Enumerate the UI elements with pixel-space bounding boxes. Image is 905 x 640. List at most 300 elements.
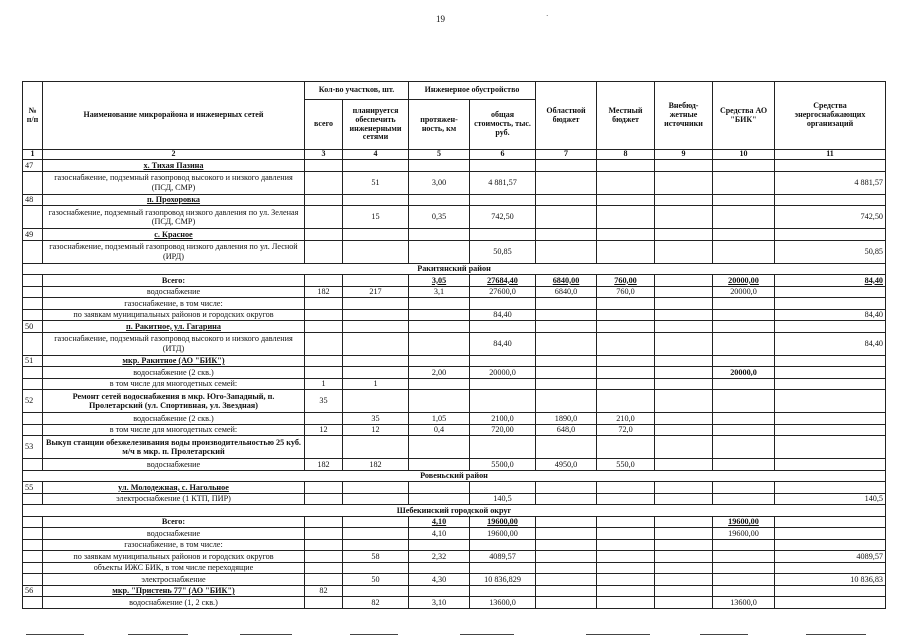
value-cell: 1,05 xyxy=(409,413,470,425)
value-cell xyxy=(597,229,655,241)
value-cell xyxy=(305,493,343,505)
value-cell xyxy=(305,597,343,609)
value-cell xyxy=(409,194,470,206)
value-cell xyxy=(305,574,343,586)
col-engineering-group-header: Инженерное обустройство xyxy=(409,82,536,100)
value-cell xyxy=(470,160,536,172)
value-cell: 760,00 xyxy=(597,275,655,287)
value-cell: 760,0 xyxy=(597,286,655,298)
value-cell xyxy=(597,298,655,310)
value-cell: 4 881,57 xyxy=(470,171,536,194)
value-cell xyxy=(305,528,343,540)
value-cell xyxy=(597,194,655,206)
row-number-cell xyxy=(23,424,43,436)
value-cell xyxy=(775,539,886,551)
value-cell xyxy=(713,240,775,263)
investment-table xyxy=(22,81,886,609)
value-cell xyxy=(409,240,470,263)
col-cost-header: общая стоимость, тыс. руб. xyxy=(470,100,536,150)
value-cell xyxy=(343,275,409,287)
column-index-cell: 10 xyxy=(713,150,775,160)
value-cell xyxy=(713,298,775,310)
col-length-header: протяжен-ность, км xyxy=(409,100,470,150)
value-cell: 1 xyxy=(305,378,343,390)
value-cell xyxy=(343,321,409,333)
value-cell xyxy=(470,585,536,597)
row-name-cell: водоснабжение (2 скв.) xyxy=(43,367,305,379)
value-cell: 19600,00 xyxy=(713,528,775,540)
value-cell: 182 xyxy=(343,459,409,471)
value-cell xyxy=(655,424,713,436)
value-cell xyxy=(655,367,713,379)
value-cell xyxy=(597,597,655,609)
value-cell xyxy=(597,240,655,263)
row-name-cell: с. Красное xyxy=(43,229,305,241)
value-cell: 4,10 xyxy=(409,516,470,528)
row-number-cell xyxy=(23,516,43,528)
value-cell xyxy=(409,332,470,355)
row-name-cell: Всего: xyxy=(43,516,305,528)
col-planned-header: планируется обеспечить инженерными сетями xyxy=(343,100,409,150)
row-name-cell: Ремонт сетей водоснабжения в мкр. Юго-Западный, п. Пролетарский (ул. Спортивная, ул. Звездная) xyxy=(43,390,305,413)
value-cell xyxy=(713,206,775,229)
section-title: Ракитянский район xyxy=(23,263,886,275)
value-cell: 140,5 xyxy=(470,493,536,505)
value-cell: 4,30 xyxy=(409,574,470,586)
value-cell xyxy=(343,309,409,321)
value-cell xyxy=(775,597,886,609)
value-cell: 72,0 xyxy=(597,424,655,436)
row-name-cell: п. Прохоровка xyxy=(43,194,305,206)
value-cell xyxy=(536,516,597,528)
value-cell xyxy=(343,229,409,241)
table-row xyxy=(23,390,886,413)
value-cell: 742,50 xyxy=(470,206,536,229)
value-cell: 13600,0 xyxy=(470,597,536,609)
value-cell xyxy=(470,321,536,333)
value-cell xyxy=(713,332,775,355)
value-cell: 10 836,83 xyxy=(775,574,886,586)
page-bottom-rules xyxy=(0,634,905,636)
value-cell xyxy=(409,309,470,321)
section-header-row xyxy=(23,263,886,275)
value-cell xyxy=(305,275,343,287)
value-cell xyxy=(305,171,343,194)
value-cell xyxy=(470,539,536,551)
value-cell xyxy=(343,332,409,355)
row-name-cell: газоснабжение, подземный газопровод высокого и низкого давления (ПСД, СМР) xyxy=(43,171,305,194)
section-header-row xyxy=(23,505,886,517)
value-cell xyxy=(775,194,886,206)
value-cell: 82 xyxy=(305,585,343,597)
row-number-cell xyxy=(23,597,43,609)
column-index-cell: 3 xyxy=(305,150,343,160)
value-cell: 20000,0 xyxy=(713,367,775,379)
value-cell: 720,00 xyxy=(470,424,536,436)
table-body xyxy=(23,160,886,609)
value-cell xyxy=(536,562,597,574)
value-cell xyxy=(655,240,713,263)
value-cell xyxy=(775,390,886,413)
value-cell xyxy=(655,436,713,459)
value-cell xyxy=(305,240,343,263)
table-row xyxy=(23,528,886,540)
value-cell xyxy=(536,240,597,263)
value-cell xyxy=(536,551,597,563)
value-cell xyxy=(713,493,775,505)
value-cell xyxy=(655,275,713,287)
row-name-cell: электроснабжение (1 КТП, ПИР) xyxy=(43,493,305,505)
value-cell xyxy=(536,332,597,355)
value-cell xyxy=(597,551,655,563)
value-cell xyxy=(305,539,343,551)
value-cell xyxy=(536,493,597,505)
value-cell xyxy=(470,482,536,494)
value-cell xyxy=(536,367,597,379)
value-cell xyxy=(536,321,597,333)
value-cell xyxy=(655,493,713,505)
value-cell xyxy=(343,240,409,263)
value-cell xyxy=(305,355,343,367)
row-number-cell xyxy=(23,459,43,471)
value-cell xyxy=(597,355,655,367)
value-cell: 550,0 xyxy=(597,459,655,471)
value-cell xyxy=(409,482,470,494)
table-row xyxy=(23,551,886,563)
column-index-cell: 9 xyxy=(655,150,713,160)
row-number-cell xyxy=(23,378,43,390)
value-cell xyxy=(775,482,886,494)
value-cell xyxy=(343,355,409,367)
row-number-cell xyxy=(23,309,43,321)
value-cell xyxy=(536,160,597,172)
value-cell xyxy=(409,321,470,333)
value-cell xyxy=(655,286,713,298)
value-cell: 84,40 xyxy=(470,332,536,355)
value-cell xyxy=(597,539,655,551)
value-cell xyxy=(343,516,409,528)
section-header-row xyxy=(23,470,886,482)
row-name-cell: по заявкам муниципальных районов и городских округов xyxy=(43,309,305,321)
row-number-cell xyxy=(23,493,43,505)
value-cell xyxy=(713,355,775,367)
value-cell xyxy=(409,493,470,505)
row-number-cell: 55 xyxy=(23,482,43,494)
value-cell xyxy=(775,321,886,333)
value-cell: 58 xyxy=(343,551,409,563)
row-number-cell xyxy=(23,562,43,574)
value-cell xyxy=(713,562,775,574)
value-cell xyxy=(597,160,655,172)
value-cell xyxy=(655,298,713,310)
value-cell xyxy=(655,355,713,367)
row-name-cell: газоснабжение, подземный газопровод низкого давления по ул. Лесной (ИРД) xyxy=(43,240,305,263)
value-cell xyxy=(343,562,409,574)
value-cell xyxy=(409,390,470,413)
value-cell xyxy=(597,390,655,413)
value-cell xyxy=(775,367,886,379)
value-cell xyxy=(655,413,713,425)
col-regional-budget-header: Областной бюджет xyxy=(536,82,597,150)
value-cell xyxy=(536,574,597,586)
value-cell xyxy=(655,597,713,609)
table-row xyxy=(23,309,886,321)
value-cell xyxy=(655,194,713,206)
value-cell xyxy=(343,390,409,413)
column-index-cell: 2 xyxy=(43,150,305,160)
table-row xyxy=(23,298,886,310)
value-cell xyxy=(655,309,713,321)
row-name-cell: мкр. "Пристень 77" (АО "БИК") xyxy=(43,585,305,597)
row-name-cell: газоснабжение, в том числе: xyxy=(43,539,305,551)
scan-mark: · xyxy=(546,12,549,20)
value-cell xyxy=(536,194,597,206)
value-cell xyxy=(713,459,775,471)
page-number: 19 xyxy=(436,14,445,24)
value-cell xyxy=(343,482,409,494)
value-cell xyxy=(655,539,713,551)
value-cell xyxy=(470,378,536,390)
value-cell xyxy=(409,459,470,471)
value-cell xyxy=(409,298,470,310)
value-cell: 4 881,57 xyxy=(775,171,886,194)
value-cell: 27684,40 xyxy=(470,275,536,287)
value-cell xyxy=(775,298,886,310)
col-num-header: № п/п xyxy=(23,82,43,150)
table-row xyxy=(23,367,886,379)
value-cell xyxy=(409,562,470,574)
value-cell xyxy=(713,585,775,597)
row-number-cell: 53 xyxy=(23,436,43,459)
table-row xyxy=(23,240,886,263)
value-cell xyxy=(775,528,886,540)
value-cell xyxy=(470,355,536,367)
value-cell: 2,00 xyxy=(409,367,470,379)
value-cell: 35 xyxy=(343,413,409,425)
value-cell xyxy=(713,321,775,333)
table-row xyxy=(23,516,886,528)
value-cell: 15 xyxy=(343,206,409,229)
value-cell: 648,0 xyxy=(536,424,597,436)
value-cell xyxy=(775,378,886,390)
row-number-cell: 50 xyxy=(23,321,43,333)
value-cell xyxy=(409,229,470,241)
value-cell xyxy=(597,562,655,574)
value-cell xyxy=(536,298,597,310)
column-index-cell: 5 xyxy=(409,150,470,160)
row-number-cell xyxy=(23,528,43,540)
value-cell xyxy=(775,562,886,574)
value-cell xyxy=(713,574,775,586)
value-cell xyxy=(655,321,713,333)
value-cell: 1 xyxy=(343,378,409,390)
value-cell xyxy=(655,378,713,390)
value-cell xyxy=(597,171,655,194)
value-cell xyxy=(655,206,713,229)
value-cell xyxy=(536,171,597,194)
value-cell xyxy=(655,585,713,597)
value-cell xyxy=(655,516,713,528)
value-cell xyxy=(305,562,343,574)
table-row xyxy=(23,574,886,586)
value-cell: 51 xyxy=(343,171,409,194)
row-name-cell: ул. Молодежная, с. Нагольное xyxy=(43,482,305,494)
row-name-cell: Всего: xyxy=(43,275,305,287)
value-cell xyxy=(597,574,655,586)
value-cell: 0,35 xyxy=(409,206,470,229)
value-cell xyxy=(536,539,597,551)
value-cell: 210,0 xyxy=(597,413,655,425)
value-cell xyxy=(597,367,655,379)
value-cell xyxy=(343,528,409,540)
row-number-cell: 47 xyxy=(23,160,43,172)
value-cell xyxy=(343,298,409,310)
col-bik-header: Средства АО "БИК" xyxy=(713,82,775,150)
table-row xyxy=(23,206,886,229)
table-row xyxy=(23,171,886,194)
value-cell: 82 xyxy=(343,597,409,609)
value-cell xyxy=(536,585,597,597)
row-name-cell: по заявкам муниципальных районов и городских округов xyxy=(43,551,305,563)
value-cell xyxy=(713,309,775,321)
row-number-cell xyxy=(23,413,43,425)
table-row xyxy=(23,275,886,287)
value-cell xyxy=(713,551,775,563)
value-cell xyxy=(713,194,775,206)
value-cell xyxy=(713,171,775,194)
value-cell xyxy=(305,194,343,206)
row-number-cell xyxy=(23,574,43,586)
value-cell xyxy=(775,413,886,425)
row-number-cell: 49 xyxy=(23,229,43,241)
value-cell: 2,32 xyxy=(409,551,470,563)
row-name-cell: электроснабжение xyxy=(43,574,305,586)
row-name-cell: газоснабжение, подземный газопровод низкого давления по ул. Зеленая (ПСД, СМР) xyxy=(43,206,305,229)
value-cell xyxy=(536,482,597,494)
value-cell xyxy=(655,551,713,563)
value-cell xyxy=(775,229,886,241)
value-cell xyxy=(409,436,470,459)
value-cell xyxy=(597,436,655,459)
value-cell xyxy=(305,298,343,310)
table-row xyxy=(23,482,886,494)
section-title: Ровеньский район xyxy=(23,470,886,482)
column-index-cell: 8 xyxy=(597,150,655,160)
value-cell xyxy=(305,482,343,494)
value-cell xyxy=(343,367,409,379)
col-extrabudget-header: Внебюд-жетные источники xyxy=(655,82,713,150)
row-name-cell: п. Ракитное, ул. Гагарина xyxy=(43,321,305,333)
value-cell xyxy=(597,493,655,505)
value-cell xyxy=(536,206,597,229)
value-cell xyxy=(713,378,775,390)
value-cell xyxy=(305,160,343,172)
value-cell xyxy=(536,436,597,459)
value-cell: 12 xyxy=(305,424,343,436)
value-cell: 2100,0 xyxy=(470,413,536,425)
table-row xyxy=(23,436,886,459)
row-name-cell: х. Тихая Пазина xyxy=(43,160,305,172)
row-number-cell xyxy=(23,367,43,379)
row-name-cell: газоснабжение, в том числе: xyxy=(43,298,305,310)
value-cell: 19600,00 xyxy=(713,516,775,528)
value-cell: 217 xyxy=(343,286,409,298)
row-name-cell: Выкуп станции обезжелезивания воды производительностью 25 куб. м/ч в мкр. п. Пролетарский xyxy=(43,436,305,459)
column-index-row xyxy=(23,150,886,160)
value-cell xyxy=(713,539,775,551)
column-index-cell: 7 xyxy=(536,150,597,160)
value-cell xyxy=(597,332,655,355)
value-cell: 3,05 xyxy=(409,275,470,287)
column-index-cell: 11 xyxy=(775,150,886,160)
column-index-cell: 4 xyxy=(343,150,409,160)
value-cell xyxy=(775,160,886,172)
value-cell xyxy=(597,309,655,321)
value-cell: 1890,0 xyxy=(536,413,597,425)
row-number-cell: 51 xyxy=(23,355,43,367)
col-local-budget-header: Местный бюджет xyxy=(597,82,655,150)
value-cell: 84,40 xyxy=(775,275,886,287)
value-cell xyxy=(655,482,713,494)
value-cell xyxy=(305,229,343,241)
value-cell xyxy=(655,171,713,194)
value-cell xyxy=(713,160,775,172)
value-cell: 50,85 xyxy=(470,240,536,263)
value-cell xyxy=(713,424,775,436)
value-cell: 6840,0 xyxy=(536,286,597,298)
row-name-cell: водоснабжение xyxy=(43,459,305,471)
value-cell: 84,40 xyxy=(775,332,886,355)
row-number-cell xyxy=(23,275,43,287)
value-cell xyxy=(655,528,713,540)
value-cell: 6840,00 xyxy=(536,275,597,287)
row-name-cell: в том числе для многодетных семей: xyxy=(43,378,305,390)
row-name-cell: в том числе для многодетных семей: xyxy=(43,424,305,436)
value-cell xyxy=(409,160,470,172)
value-cell xyxy=(536,355,597,367)
value-cell xyxy=(597,321,655,333)
value-cell xyxy=(713,436,775,459)
row-name-cell: объекты ИЖС БИК, в том числе переходящие xyxy=(43,562,305,574)
value-cell xyxy=(305,436,343,459)
value-cell xyxy=(305,321,343,333)
value-cell: 182 xyxy=(305,286,343,298)
col-count-group-header: Кол-во участков, шт. xyxy=(305,82,409,100)
value-cell xyxy=(536,390,597,413)
row-number-cell: 56 xyxy=(23,585,43,597)
table-row xyxy=(23,413,886,425)
value-cell: 3,00 xyxy=(409,171,470,194)
row-name-cell: водоснабжение xyxy=(43,528,305,540)
value-cell: 4950,0 xyxy=(536,459,597,471)
value-cell xyxy=(597,378,655,390)
value-cell: 13600,0 xyxy=(713,597,775,609)
value-cell xyxy=(343,160,409,172)
row-number-cell: 52 xyxy=(23,390,43,413)
table-row xyxy=(23,378,886,390)
value-cell xyxy=(655,160,713,172)
value-cell xyxy=(343,539,409,551)
value-cell xyxy=(470,298,536,310)
table-row xyxy=(23,321,886,333)
value-cell xyxy=(655,390,713,413)
value-cell xyxy=(655,562,713,574)
value-cell xyxy=(775,436,886,459)
value-cell: 140,5 xyxy=(775,493,886,505)
value-cell xyxy=(775,516,886,528)
value-cell: 4089,57 xyxy=(775,551,886,563)
value-cell: 50 xyxy=(343,574,409,586)
